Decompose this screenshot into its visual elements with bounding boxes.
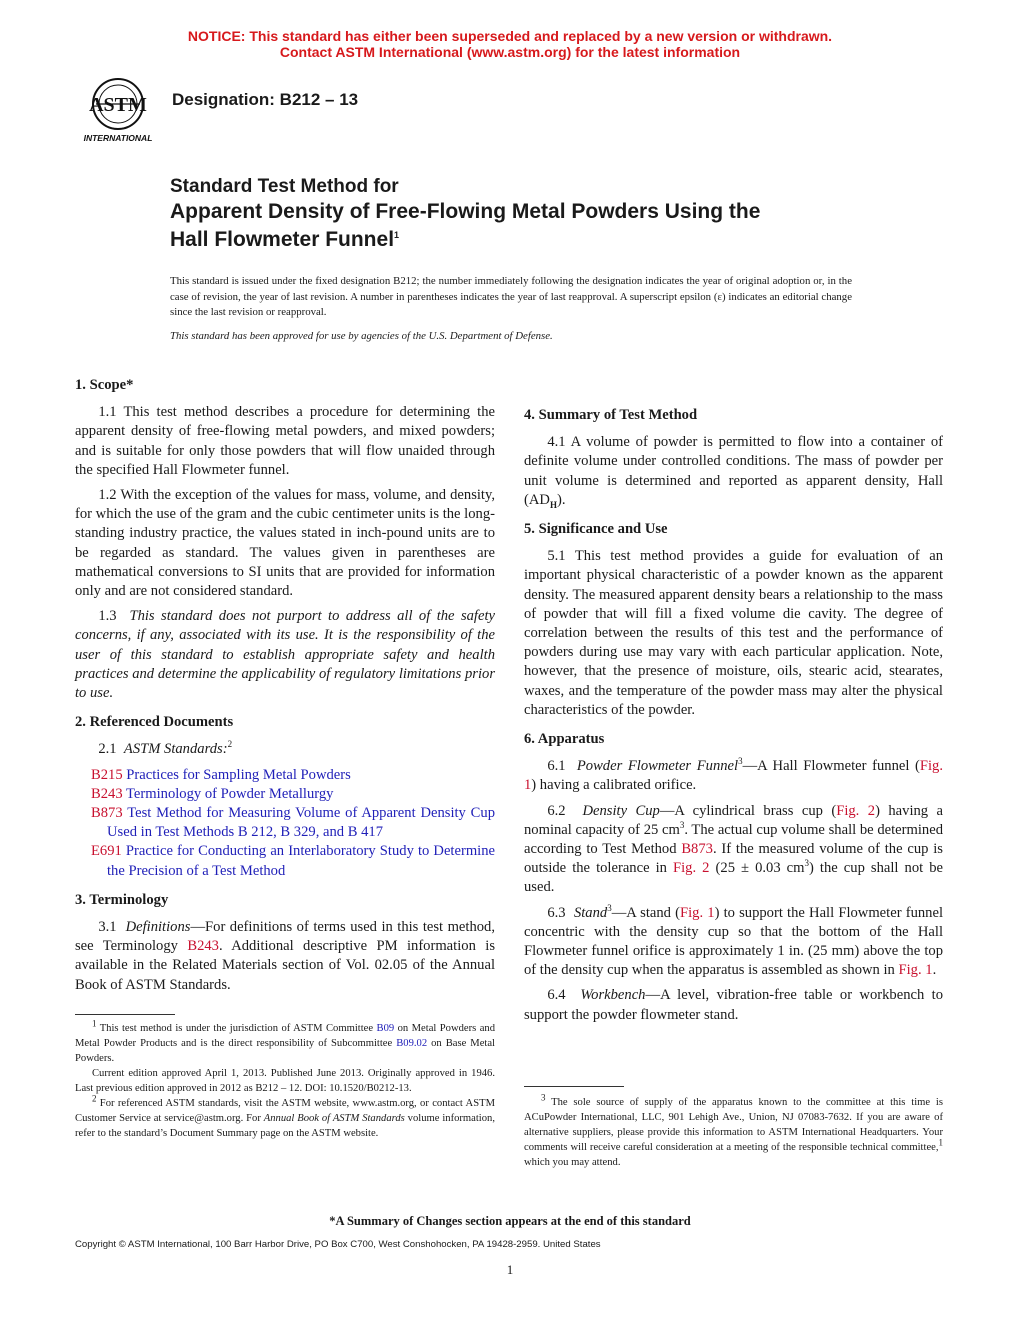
footnote-text: For referenced ASTM standards, visit the ASTM website, www.astm.org, or contact ASTM Customer Service at service@astm.org. For xyxy=(75,1098,495,1124)
paragraph-6-1 xyxy=(524,757,943,795)
footnote-text: This test method is under the jurisdiction of ASTM Committee xyxy=(96,1023,377,1034)
paragraph-6-4 xyxy=(524,986,943,1024)
section-heading-referenced-documents: 2. Referenced Documents xyxy=(75,714,234,731)
notice-line-2: Contact ASTM International (www.astm.org) for the latest information xyxy=(279,44,741,60)
standard-code-link[interactable]: B243 xyxy=(91,785,123,802)
superscript: 1 xyxy=(938,1137,943,1148)
notice-line-1: NOTICE: This standard has either been superseded and replaced by a new version or withdrawn. xyxy=(187,28,833,44)
footnote-mark: 3 xyxy=(607,902,612,913)
standard-title-link[interactable]: Practice for Conducting an Interlaboratory Study to Determine the Precision of a Test Method xyxy=(107,843,496,879)
paragraph-1-2: 1.2 With the exception of the values for mass, volume, and density, for which the use of the gram and the cubic centimeter units is the long-standing industry practice, the values stated in inch-pound units are to be regarded as standard. The values given in parentheses are mathematical conversions to SI units that are provided for information only and are not considered standard. xyxy=(75,487,495,600)
title-line-3-text: Hall Flowmeter Funnel xyxy=(170,228,395,251)
term-label: Powder Flowmeter Funnel xyxy=(576,758,739,775)
footnote-divider xyxy=(75,1014,175,1015)
standard-code-link[interactable]: B215 xyxy=(91,766,123,783)
paragraph-number: 6.4 xyxy=(547,987,566,1004)
astm-international-logo-icon xyxy=(74,74,162,144)
fig-2-link[interactable]: Fig. 2 xyxy=(673,860,710,877)
footnote-mark: 2 xyxy=(227,739,233,750)
fig-1-link[interactable]: Fig. 1 xyxy=(898,962,933,979)
title-line-2: Apparent Density of Free-Flowing Metal Powders Using the xyxy=(170,200,761,223)
footnote-text: on Metal Powders and Metal Powder Products and is the direct responsibility of Subcommittee xyxy=(75,1023,495,1049)
list-item[interactable] xyxy=(75,804,495,842)
paragraph-text: —A level, vibration-free table or workbench to support the powder flowmeter stand. xyxy=(524,987,943,1023)
right-column xyxy=(524,370,943,1031)
paragraph-1-1: 1.1 This test method describes a procedure for determining the apparent density of free-flowing metal powders, and mixed powders; and is suitable for only those powders that will flow unaided through the specified Hall Flowmeter funnel. xyxy=(75,404,495,478)
term-label: Workbench xyxy=(580,987,646,1004)
footnote-mark: 3 xyxy=(738,756,743,767)
left-column xyxy=(75,376,495,1001)
b873-link[interactable]: B873 xyxy=(681,841,713,858)
list-item[interactable] xyxy=(75,842,495,880)
paragraph-text: (25 ± 0.03 cm xyxy=(709,860,805,877)
fig-2-link[interactable]: Fig. 2 xyxy=(836,802,876,819)
standard-code-link[interactable]: B873 xyxy=(91,805,123,822)
title-footnote-mark: 1 xyxy=(394,230,400,240)
paragraph-5-1: 5.1 This test method provides a guide for evaluation of an important physical characteristic of a powder known as the apparent density. The measured apparent density bears a relationship to the mass of powder that will fill a fixed volume die cavity. The degree of correlation between the results of this test and the performance of powders during use may vary with each particular application. Note, however, that the presence of moisture, oils, stearic acid, stearates, waxes, and the temperature of the powder mass may alter the physical characteristics of the powder. xyxy=(524,548,943,718)
title-line-1: Standard Test Method for xyxy=(170,176,399,197)
dod-approval-note: This standard has been approved for use by agencies of the U.S. Department of Defense. xyxy=(170,330,553,342)
b09-link[interactable]: B09 xyxy=(376,1023,395,1034)
fig-1-link[interactable]: Fig. 1 xyxy=(524,758,944,794)
superscript: 3 xyxy=(679,820,685,830)
standard-title-link[interactable]: Practices for Sampling Metal Powders xyxy=(126,766,351,783)
footnotes-left xyxy=(75,1018,496,1141)
term-label: Definitions xyxy=(125,919,191,936)
section-heading-terminology: 3. Terminology xyxy=(75,891,169,908)
paragraph-text: ) to support the Hall Flowmeter funnel concentric with the density cup so that the bottom of the Hall Flowmeter funnel orifice is approximately 1 in. (25 mm) above the top of the density cup when the apparatus is assembled as shown in xyxy=(524,904,943,979)
designation: Designation: B212 – 13 xyxy=(172,90,359,109)
paragraph-text: . Additional descriptive PM information is available in the Related Materials section of Vol. 02.05 of the Annual Book of ASTM Standards. xyxy=(75,938,495,993)
standard-title-link[interactable]: Test Method for Measuring Volume of Apparent Density Cup Used in Test Methods B 212, B 329, and B 417 xyxy=(107,805,496,841)
paragraph-6-2 xyxy=(524,802,943,898)
notice-banner xyxy=(0,28,1020,60)
paragraph-text: —A Hall Flowmeter funnel ( xyxy=(742,758,920,775)
superscript: 3 xyxy=(804,858,810,869)
footnote-mark: 1 xyxy=(91,1018,97,1029)
safety-statement: This standard does not purport to address all of the safety concerns, if any, associated with its use. It is the responsibility of the user of this standard to establish appropriate safety and health practices and determine the applicability of regulatory limitations prior to use. xyxy=(75,608,495,702)
paragraph-text: ). xyxy=(556,491,566,508)
paragraph-number: 3.1 xyxy=(98,919,117,936)
paragraph-number: 1.3 xyxy=(98,608,117,625)
paragraph-text: ) having a calibrated orifice. xyxy=(531,777,697,794)
footnotes-right xyxy=(524,1092,943,1170)
title-line-3 xyxy=(170,226,870,254)
paragraph-text: ) the cup shall not be used. xyxy=(524,860,944,896)
standard-title-link[interactable]: Terminology of Powder Metallurgy xyxy=(126,785,334,802)
copyright: Copyright © ASTM International, 100 Barr Harbor Drive, PO Box C700, West Conshohocken, PA 19428-2959. United States xyxy=(75,1239,601,1250)
term-label: Density Cup xyxy=(582,802,660,819)
column-continuation-spacer xyxy=(524,370,943,396)
summary-of-changes-note: *A Summary of Changes section appears at the end of this standard xyxy=(329,1214,691,1228)
section-heading-summary: 4. Summary of Test Method xyxy=(524,407,698,423)
footnote-1-edition: Current edition approved April 1, 2013. Published June 2013. Originally approved in 1946. Last previous edition approved in 2012 as B212 – 12. DOI: 10.1520/B0212-13. xyxy=(75,1068,495,1094)
list-item[interactable] xyxy=(75,766,495,785)
footnote-text: which you may attend. xyxy=(524,1157,621,1168)
paragraph-text: . The actual cup volume shall be determined according to Test Method xyxy=(524,821,943,858)
paragraph-4-1 xyxy=(524,433,943,510)
footnote-italic: Annual Book of ASTM Standards xyxy=(263,1113,405,1124)
footnote-2 xyxy=(75,1093,495,1141)
paragraph-number: 2.1 xyxy=(98,741,117,758)
fig-1-link[interactable]: Fig. 1 xyxy=(680,904,715,921)
paragraph-text: 4.1 A volume of powder is permitted to flow into a container of definite volume under controlled conditions. The mass of powder per unit volume is determined and reported as apparent density, Hall (AD xyxy=(524,434,943,508)
paragraph-text: ) having a nominal capacity of 25 cm xyxy=(524,802,944,838)
footnote-text: The sole source of supply of the apparatus known to the committee at this time is ACuPowder International, LLC, 901 Lehigh Ave., Union, NJ 07083-7632. If you are aware of alternative suppliers, please provide this information to ASTM International Headquarters. Your comments will receive careful consideration at a meeting of the responsible technical committee, xyxy=(524,1097,943,1153)
b09-02-link[interactable]: B09.02 xyxy=(396,1038,428,1049)
paragraph-3-1 xyxy=(75,918,495,995)
footnote-mark: 3 xyxy=(540,1092,546,1103)
term-label: Stand xyxy=(573,904,608,921)
section-heading-scope: 1. Scope* xyxy=(75,377,134,393)
logo-subtext: INTERNATIONAL xyxy=(83,133,153,143)
paragraph-text: —A cylindrical brass cup ( xyxy=(659,802,837,819)
section-heading-significance: 5. Significance and Use xyxy=(524,521,668,538)
footnote-mark: 2 xyxy=(91,1093,97,1104)
document-title xyxy=(170,176,870,254)
subscript: H xyxy=(549,499,557,510)
issuance-statement: This standard is issued under the fixed designation B212; the number immediately following the designation indicates the year of original adoption or, in the case of revision, the year of last revision. A number in parentheses indicates the year of last reapproval. A superscript epsilon (ε) indicates an editorial change since the last revision or reapproval. xyxy=(170,275,852,319)
list-item[interactable] xyxy=(75,785,495,804)
paragraph-text: . If the measured volume of the cup is outside the tolerance in xyxy=(524,841,943,877)
logo-text: ASTM xyxy=(89,94,147,116)
paragraph-number: 6.1 xyxy=(547,758,566,775)
footnote-text: on Base Metal Powders. xyxy=(75,1038,496,1064)
astm-standards-label: ASTM Standards: xyxy=(123,741,228,758)
page-number: 1 xyxy=(506,1262,514,1277)
paragraph-6-3 xyxy=(524,904,943,981)
section-heading-apparatus: 6. Apparatus xyxy=(524,731,605,748)
paragraph-2-1 xyxy=(75,740,495,759)
paragraph-number: 6.3 xyxy=(547,904,566,921)
standard-code-link[interactable]: E691 xyxy=(91,843,122,860)
paragraph-text: —For definitions of terms used in this test method, see Terminology xyxy=(75,919,495,955)
footnote-3 xyxy=(524,1092,943,1170)
footnote-divider xyxy=(524,1086,624,1087)
paragraph-number: 6.2 xyxy=(547,802,566,819)
paragraph-1-3 xyxy=(75,607,495,703)
b243-link[interactable]: B243 xyxy=(187,938,219,955)
paragraph-text: —A stand ( xyxy=(611,904,680,921)
footnote-1 xyxy=(75,1018,496,1066)
paragraph-text: . xyxy=(932,962,937,979)
footnote-text: volume information, refer to the standard’s Document Summary page on the ASTM website. xyxy=(75,1113,495,1139)
referenced-standards-list xyxy=(75,766,495,881)
